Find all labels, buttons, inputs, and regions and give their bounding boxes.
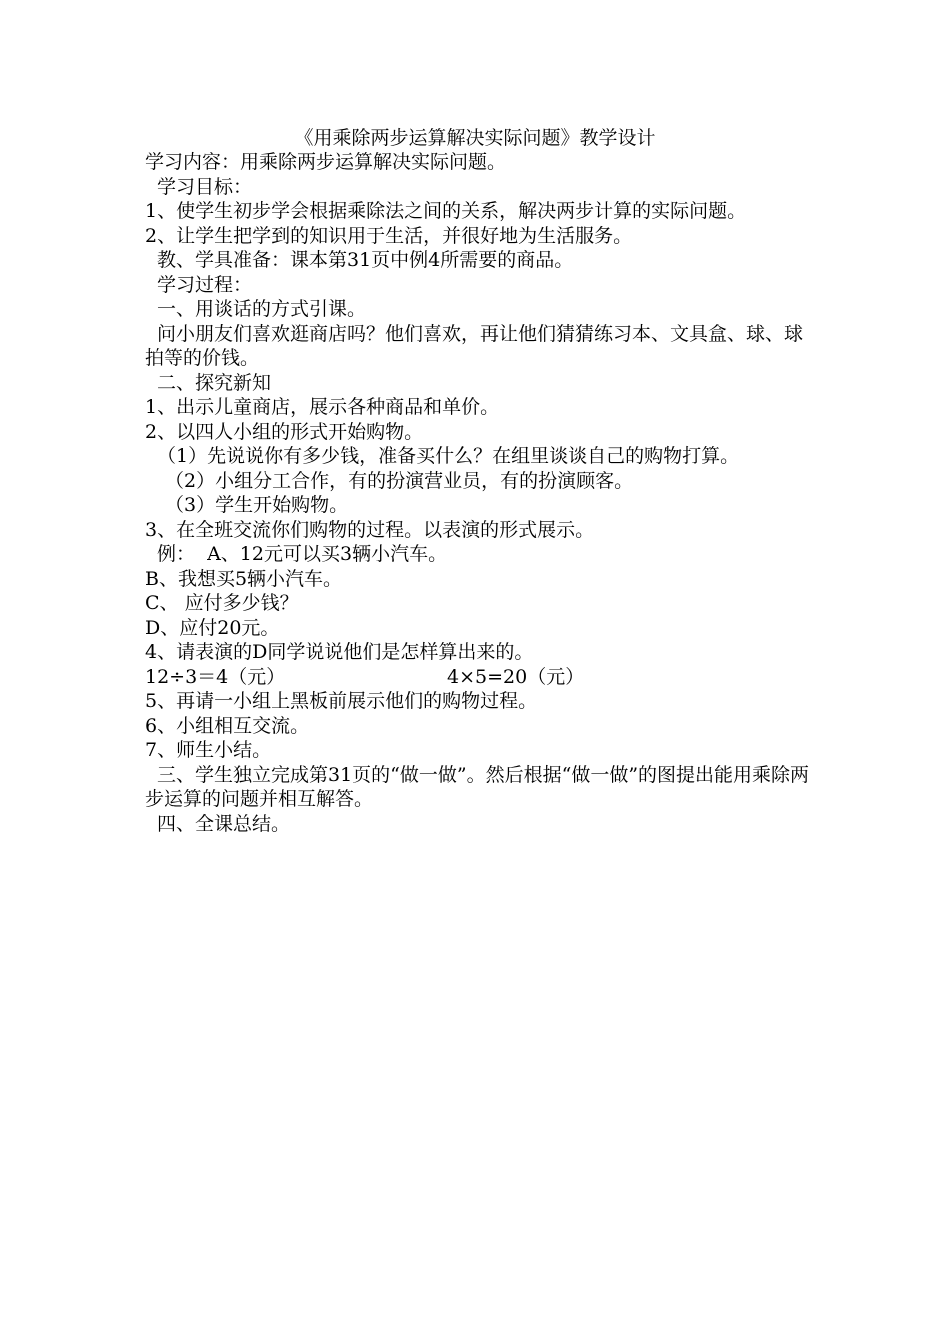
lines-after (145, 689, 810, 836)
text-line: 学习过程： (157, 273, 253, 296)
text-line: 四、全课总结。 (157, 812, 291, 835)
text-line: 1、使学生初步学会根据乘除法之间的关系，解决两步计算的实际问题。 (145, 200, 747, 222)
text-line: 教、学具准备：课本第31页中例4所需要的商品。 (157, 249, 574, 271)
text-line: 一、用谈话的方式引课。 (157, 298, 367, 320)
lines-before (145, 150, 810, 665)
text-line: 1、出示儿童商店，展示各种商品和单价。 (145, 396, 500, 418)
text-line: 5、再请一小组上黑板前展示他们的购物过程。 (145, 690, 538, 712)
text-line: C、 应付多少钱？ (145, 592, 299, 614)
calculation-line (145, 665, 810, 690)
text-line: 学习目标： (157, 175, 253, 198)
text-line: 学习内容：用乘除两步运算解决实际问题。 (145, 151, 507, 173)
text-line: （1）先说说你有多少钱，准备买什么？在组里谈谈自己的购物打算。 (157, 445, 740, 467)
text-line: 4、请表演的D同学说说他们是怎样算出来的。 (145, 641, 534, 663)
text-line: D、应付20元。 (145, 616, 280, 639)
text-line: 2、让学生把学到的知识用于生活，并很好地为生活服务。 (145, 224, 633, 247)
text-line: 例： A、12元可以买3辆小汽车。 (157, 543, 448, 565)
text-line: 6、小组相互交流。 (145, 714, 310, 737)
text-line: 3、在全班交流你们购物的过程。以表演的形式展示。 (145, 518, 595, 541)
text-line: 2、以四人小组的形式开始购物。 (145, 420, 424, 443)
text-line: （3）学生开始购物。 (165, 494, 349, 516)
text-line: （2）小组分工合作，有的扮演营业员，有的扮演顾客。 (165, 469, 634, 492)
document-body (145, 150, 810, 836)
document-title: 《用乘除两步运算解决实际问题》教学设计 (294, 127, 656, 149)
text-line: 问小朋友们喜欢逛商店吗？他们喜欢，再让他们猜猜练习本、文具盒、球、球拍等的价钱。 (145, 322, 804, 369)
calculation-step-2: 4×5=20（元） (447, 665, 585, 688)
calculation-step-1: 12÷3＝4（元） (145, 665, 286, 688)
text-line: 三、学生独立完成第31页的“做一做”。然后根据“做一做”的图提出能用乘除两步运算的问题并相互解答。 (145, 763, 810, 810)
text-line: B、我想买5辆小汽车。 (145, 567, 343, 590)
text-line: 7、师生小结。 (145, 739, 272, 761)
text-line: 二、探究新知 (157, 371, 272, 394)
